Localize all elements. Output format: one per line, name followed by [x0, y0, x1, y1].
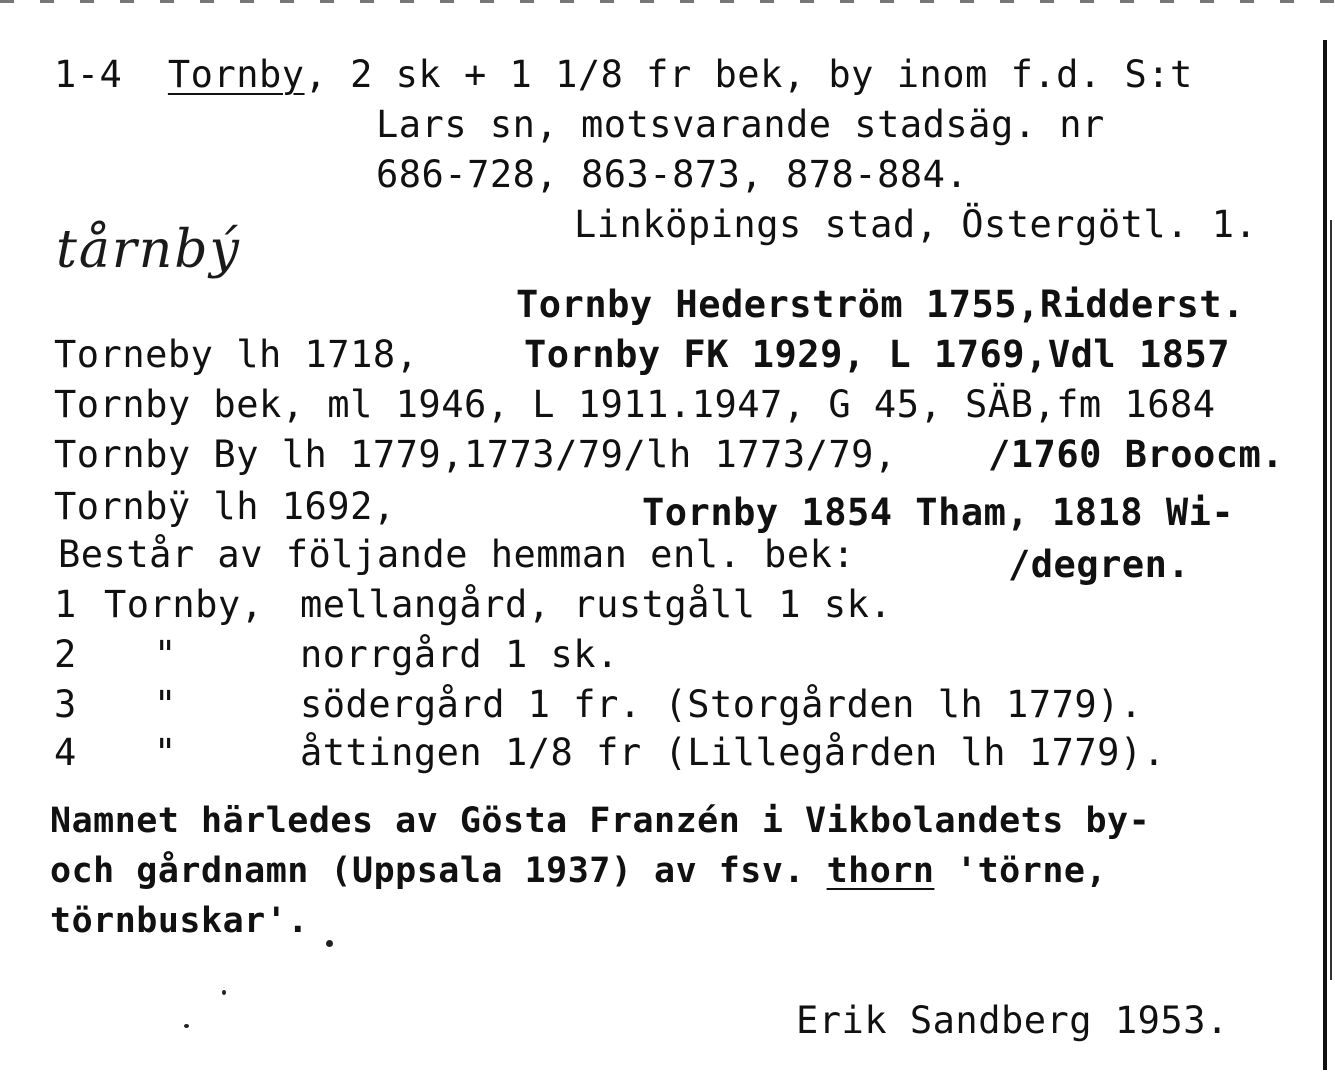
farm-desc-1: mellangård, rustgåll 1 sk.: [300, 583, 893, 626]
form-left-4: Tornbÿ lh 1692,: [54, 485, 396, 528]
author-signature: Erik Sandberg 1953.: [796, 999, 1229, 1042]
heading-rest: , 2 sk + 1 1/8 fr bek, by inom f.d. S:t: [304, 53, 1193, 96]
form-right-5: /degren.: [1008, 543, 1191, 586]
farm-name-2: ": [154, 633, 177, 676]
farm-number-1: 1: [54, 583, 77, 626]
heading-line-2: Lars sn, motsvarande stadsäg. nr: [376, 103, 1105, 146]
form-left-2: Tornby bek, ml 1946, L 1911.1947, G 45, SÄB,fm 1684: [54, 383, 1216, 426]
etymology-line-2-end: 'törne,: [956, 851, 1108, 891]
form-left-1: Torneby lh 1718,: [54, 333, 419, 376]
location: Linköpings stad, Östergötl. 1.: [574, 203, 1258, 246]
etymology-line-2-start: och gårdnamn (Uppsala 1937) av fsv.: [50, 851, 806, 891]
etymology-word: thorn: [826, 851, 935, 891]
etymology-line-3: törnbuskar'.: [50, 901, 309, 941]
form-left-5: Består av följande hemman enl. bek:: [58, 533, 856, 576]
ink-speck: [222, 990, 226, 995]
entry-number: 1-4: [54, 53, 123, 96]
form-right-0: Tornby Hederström 1755,Ridderst.: [516, 283, 1245, 326]
form-right-4: Tornby 1854 Tham, 1818 Wi-: [642, 491, 1235, 534]
heading-line-3: 686-728, 863-873, 878-884.: [376, 153, 969, 196]
farm-name-4: ": [154, 731, 177, 774]
farm-number-2: 2: [54, 633, 77, 676]
ink-speck: [184, 1024, 189, 1028]
place-name: Tornby: [167, 53, 305, 96]
etymology-line-2: [50, 846, 1107, 896]
farm-desc-3: södergård 1 fr. (Storgården lh 1779).: [300, 683, 1143, 726]
farm-number-3: 3: [54, 683, 77, 726]
farm-name-1: Tornby,: [104, 583, 264, 626]
ink-speck: [326, 940, 333, 947]
top-edge: [0, 0, 1335, 3]
pronunciation-handwritten: tårnbý: [56, 220, 241, 280]
card-right-edge-inner: [1330, 220, 1332, 980]
heading-line-1: [54, 50, 1193, 100]
farm-name-3: ": [154, 683, 177, 726]
farm-number-4: 4: [54, 731, 77, 774]
form-left-3: Tornby By lh 1779,1773/79/lh 1773/79,: [54, 433, 897, 476]
form-right-1: Tornby FK 1929, L 1769,Vdl 1857: [524, 333, 1231, 376]
farm-desc-4: åttingen 1/8 fr (Lillegården lh 1779).: [300, 731, 1166, 774]
form-right-3: /1760 Broocm.: [988, 433, 1285, 476]
card-right-edge: [1323, 40, 1327, 1070]
etymology-line-1: Namnet härledes av Gösta Franzén i Vikbolandets by-: [50, 801, 1151, 841]
farm-desc-2: norrgård 1 sk.: [300, 633, 619, 676]
